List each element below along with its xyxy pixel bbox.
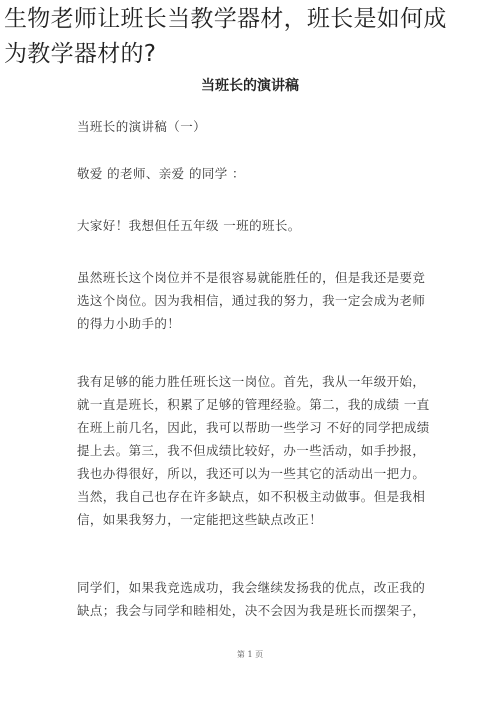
question-line-1: 生物老师让班长当教学器材，班长是如何成 <box>4 6 447 32</box>
paragraph-2-line: 在班上前几名，因此，我可以帮助一些学习 不好的同学把成绩 <box>77 420 430 435</box>
paragraph-3-line: 同学们，如果我竞选成功，我会继续发扬我的优点，改正我的 <box>77 580 426 595</box>
document-page <box>0 68 500 708</box>
intro-paragraph: 大家好！我想但任五年级 一班的班长。 <box>77 218 301 233</box>
paragraph-1-line: 虽然班长这个岗位并不是很容易就能胜任的，但是我还是要竞 <box>77 270 426 285</box>
question-line-2: 为教学器材的? <box>4 41 157 67</box>
paragraph-2 <box>77 370 430 531</box>
page-footer: 第 1 页 <box>236 650 264 659</box>
paragraph-2-line: 信，如果我努力，一定能把这些缺点改正！ <box>77 512 323 527</box>
paragraph-2-line: 我有足够的能力胜任班长这一岗位。首先，我从一年级开始， <box>77 374 426 389</box>
paragraph-2-line: 我也办得很好，所以，我还可以为一些其它的活动出一把力。 <box>77 466 426 481</box>
paragraph-1 <box>77 266 427 335</box>
document-subtitle: 当班长的演讲稿（一） <box>77 119 207 134</box>
document-title: 当班长的演讲稿 <box>201 78 299 94</box>
paragraph-3 <box>77 576 427 622</box>
paragraph-2-line: 提上去。第三，我不但成绩比较好，办一些活动，如手抄报， <box>77 443 426 458</box>
paragraph-2-line: 当然，我自己也存在许多缺点，如不积极主动做事。但是我相 <box>77 489 426 504</box>
paragraph-3-line: 缺点；我会与同学和睦相处，决不会因为我是班长而摆架子， <box>77 603 426 618</box>
paragraph-1-line: 选这个岗位。因为我相信，通过我的努力，我一定会成为老师 <box>77 293 426 308</box>
paragraph-2-line: 就一直是班长，积累了足够的管理经验。第二，我的成绩 一直 <box>77 397 430 412</box>
greeting: 敬爱 的老师、亲爱 的同学 ： <box>77 166 245 181</box>
paragraph-1-line: 的得力小助手的！ <box>77 316 181 331</box>
question-header <box>4 2 498 72</box>
